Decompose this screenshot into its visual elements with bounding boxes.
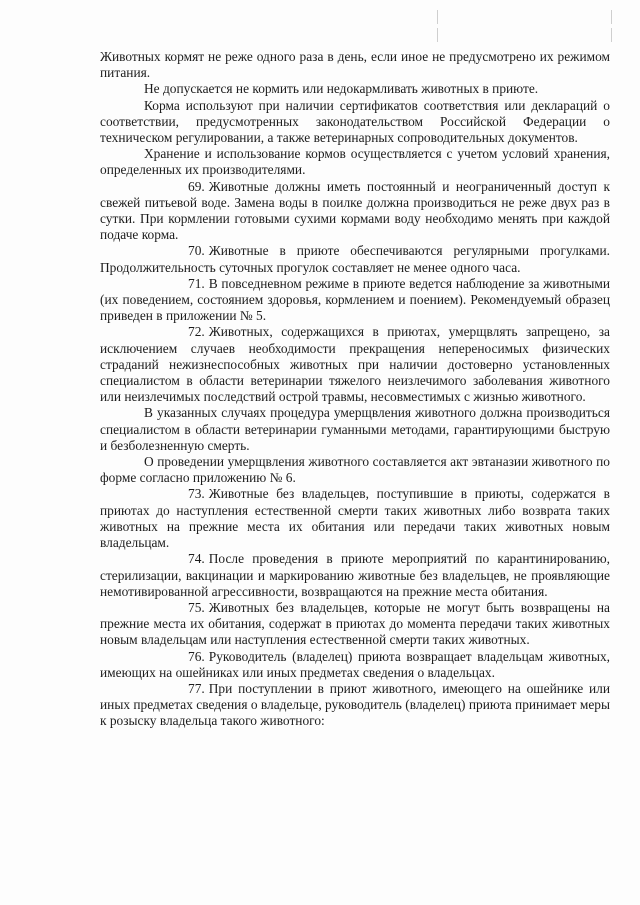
- paragraph-text: Животные должны иметь постоянный и неограниченный доступ к свежей питьевой воде. Замена воды в поилке должна производиться не реже двух раз в сутки. При кормлении готовыми сухими кормами воду необходимо менять при каждой подаче корма.: [100, 178, 610, 243]
- paragraph-number: 72.: [188, 324, 205, 340]
- paragraph-text: О проведении умерщвления животного составляется акт эвтаназии животного по форме согласно приложению № 6.: [100, 454, 610, 486]
- numbered-paragraph: [100, 243, 610, 275]
- paragraph-text: Руководитель (владелец) приюта возвращает владельцам животных, имеющих на ошейниках или иных предметах сведения о владельцах.: [100, 648, 610, 680]
- paragraph: [100, 146, 610, 178]
- scan-artifact: [611, 28, 612, 42]
- paragraph-text: Не допускается не кормить или недокармливать животных в приюте.: [144, 81, 539, 97]
- numbered-paragraph: [100, 486, 610, 551]
- numbered-paragraph: [100, 179, 610, 244]
- numbered-paragraph: [100, 276, 610, 325]
- paragraph: [100, 49, 610, 81]
- paragraph: [100, 454, 610, 486]
- paragraph-text: Животные в приюте обеспечиваются регулярными прогулками. Продолжительность суточных прогулок составляет не менее одного часа.: [100, 243, 610, 275]
- scan-artifact: [437, 10, 438, 24]
- paragraph-text: При поступлении в приют животного, имеющего на ошейнике или иных предметах сведения о владельце, руководитель (владелец) приюта принимает меры к розыску владельца такого животного:: [100, 680, 610, 729]
- paragraph-number: 70.: [188, 243, 205, 259]
- paragraph-text: Корма используют при наличии сертификатов соответствия или деклараций о соответствии, предусмотренных законодательством Российской Федерации о техническом регулировании, а также ветеринарных сопроводительных документов.: [100, 97, 610, 146]
- paragraph-number: 76.: [188, 648, 205, 664]
- numbered-paragraph: [100, 681, 610, 730]
- paragraph-text: Животных кормят не реже одного раза в день, если иное не предусмотрено их режимом питания.: [100, 49, 610, 81]
- paragraph-text: Животные без владельцев, поступившие в приюты, содержатся в приютах до наступления естественной смерти таких животных либо возврата таких животных на прежние места их обитания или передачи таких животных новым владельцам.: [100, 486, 610, 551]
- paragraph-text: Хранение и использование кормов осуществляется с учетом условий хранения, определенных их производителями.: [100, 146, 610, 178]
- scan-artifact: [611, 10, 612, 24]
- paragraph-text: Животных, содержащихся в приютах, умерщвлять запрещено, за исключением случаев необходимости прекращения непереносимых физических страданий нежизнеспособных животных при наличии достоверно установленных специалистом в области ветеринарии тяжелого неизлечимого заболевания животного или неизлечимых последствий острой травмы, несовместимых с жизнью животного.: [100, 324, 610, 405]
- paragraph: [100, 405, 610, 454]
- numbered-paragraph: [100, 551, 610, 600]
- paragraph-text: После проведения в приюте мероприятий по карантинированию, стерилизации, вакцинации и маркированию животные без владельцев, не проявляющие немотивированной агрессивности, возвращаются на прежние места обитания.: [100, 551, 610, 599]
- numbered-paragraph: [100, 324, 610, 405]
- scan-artifact: [437, 28, 438, 42]
- document-body: [100, 49, 610, 730]
- paragraph-number: 74.: [188, 551, 205, 567]
- numbered-paragraph: [100, 600, 610, 649]
- paragraph-number: 75.: [188, 599, 205, 615]
- paragraph-number: 77.: [188, 680, 205, 696]
- paragraph-number: 69.: [188, 178, 205, 194]
- numbered-paragraph: [100, 649, 610, 681]
- paragraph-text: Животных без владельцев, которые не могут быть возвращены на прежние места их обитания, содержат в приютах до момента передачи таких животных новым владельцам или наступления естественной смерти таких животных.: [100, 599, 610, 648]
- paragraph-text: В повседневном режиме в приюте ведется наблюдение за животными (их поведением, состоянием здоровья, кормлением и поением). Рекомендуемый образец приведен в приложении № 5.: [100, 275, 610, 324]
- paragraph-text: В указанных случаях процедура умерщвления животного должна производиться специалистом в области ветеринарии гуманными методами, гарантирующими быструю и безболезненную смерть.: [100, 405, 610, 453]
- paragraph-number: 73.: [188, 486, 205, 502]
- paragraph: [100, 81, 610, 97]
- paragraph: [100, 98, 610, 147]
- paragraph-number: 71.: [188, 275, 205, 291]
